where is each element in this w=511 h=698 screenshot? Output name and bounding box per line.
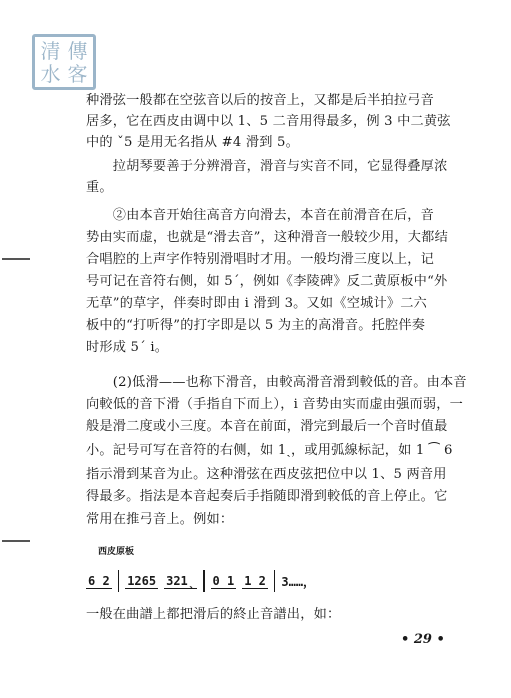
body-line: 无草”的草字，伴奏时即由 i 滑到 3。又如《空城计》二六 [86, 296, 428, 311]
bar-line [118, 570, 120, 592]
binding-mark [2, 258, 30, 260]
notation-group: 1265 [127, 573, 157, 588]
body-line: 居多，它在西皮由调中以 1、5 二音用得最多，例 3 中二黄弦 [86, 114, 451, 129]
notation-group: 0 1 [212, 573, 235, 588]
body-line: 常用在推弓音上。例如： [86, 512, 234, 527]
body-line: (2)低滑——也称下滑音，由較高滑音滑到較低的音。由本音 [86, 375, 467, 390]
bar-line [203, 570, 205, 592]
body-line: 向較低的音下滑（手指自下而上），i 音势由实而虚由强而弱，一 [86, 397, 464, 412]
body-line: 时形成 5ˊ i。 [86, 340, 169, 355]
stamp-char: 水 [40, 61, 61, 86]
stamp-seal [32, 34, 96, 90]
body-line: 一般在曲譜上都把滑后的終止音譜出，如： [86, 607, 341, 622]
body-line: 指示滑到某音为止。这种滑弦在西皮弦把位中以 1、5 两音用 [86, 467, 447, 482]
stamp-char: 清 [40, 38, 61, 63]
music-notation [86, 568, 315, 594]
binding-mark [2, 540, 30, 542]
notation-group: 321ˎ [166, 573, 195, 588]
body-line: 中的 ˇ5 是用无名指从 #4 滑到 5。 [86, 135, 300, 150]
stamp-char: 客 [67, 61, 88, 86]
body-line: 板中的“打听得”的打字即是以 5 为主的高滑音。托腔伴奏 [86, 318, 426, 333]
body-line: 种滑弦一般都在空弦音以后的按音上，又都是后半拍拉弓音 [86, 93, 435, 108]
body-line: 势由实而虚，也就是“滑去音”，这种滑音一般较少用，大都结 [86, 230, 448, 245]
notation-tail: 3……， [281, 574, 316, 589]
notation-group: 6 2 [88, 573, 110, 588]
body-line: 号可记在音符右侧，如 5ˊ，例如《李陵碑》反二黄原板中“外 [86, 274, 448, 289]
body-line: 合唱腔的上声字作特别滑唱时才用。一般均滑三度以上，记 [86, 252, 435, 267]
page-number: • 29 • [401, 632, 445, 647]
body-line: 重。 [86, 180, 113, 195]
body-line: 小。記号可写在音符的右侧，如 1ˎ，或用弧線标記，如 1 ⁀ 6 [86, 443, 453, 458]
example-heading: 西皮原板 [98, 547, 135, 557]
body-line: 拉胡琴要善于分辨滑音，滑音与实音不同，它显得叠厚浓 [86, 159, 448, 174]
body-line: 般是滑二度或小三度。本音在前面，滑完到最后一个音时值最 [86, 419, 448, 434]
body-line: ②由本音开始往高音方向滑去，本音在前滑音在后，音 [86, 208, 435, 223]
body-line: 得最多。指法是本音起奏后手指随即滑到較低的音上停止。它 [86, 489, 448, 504]
stamp-char: 傳 [67, 38, 88, 63]
bar-line [274, 570, 276, 592]
notation-group: 1 2 [244, 573, 266, 588]
